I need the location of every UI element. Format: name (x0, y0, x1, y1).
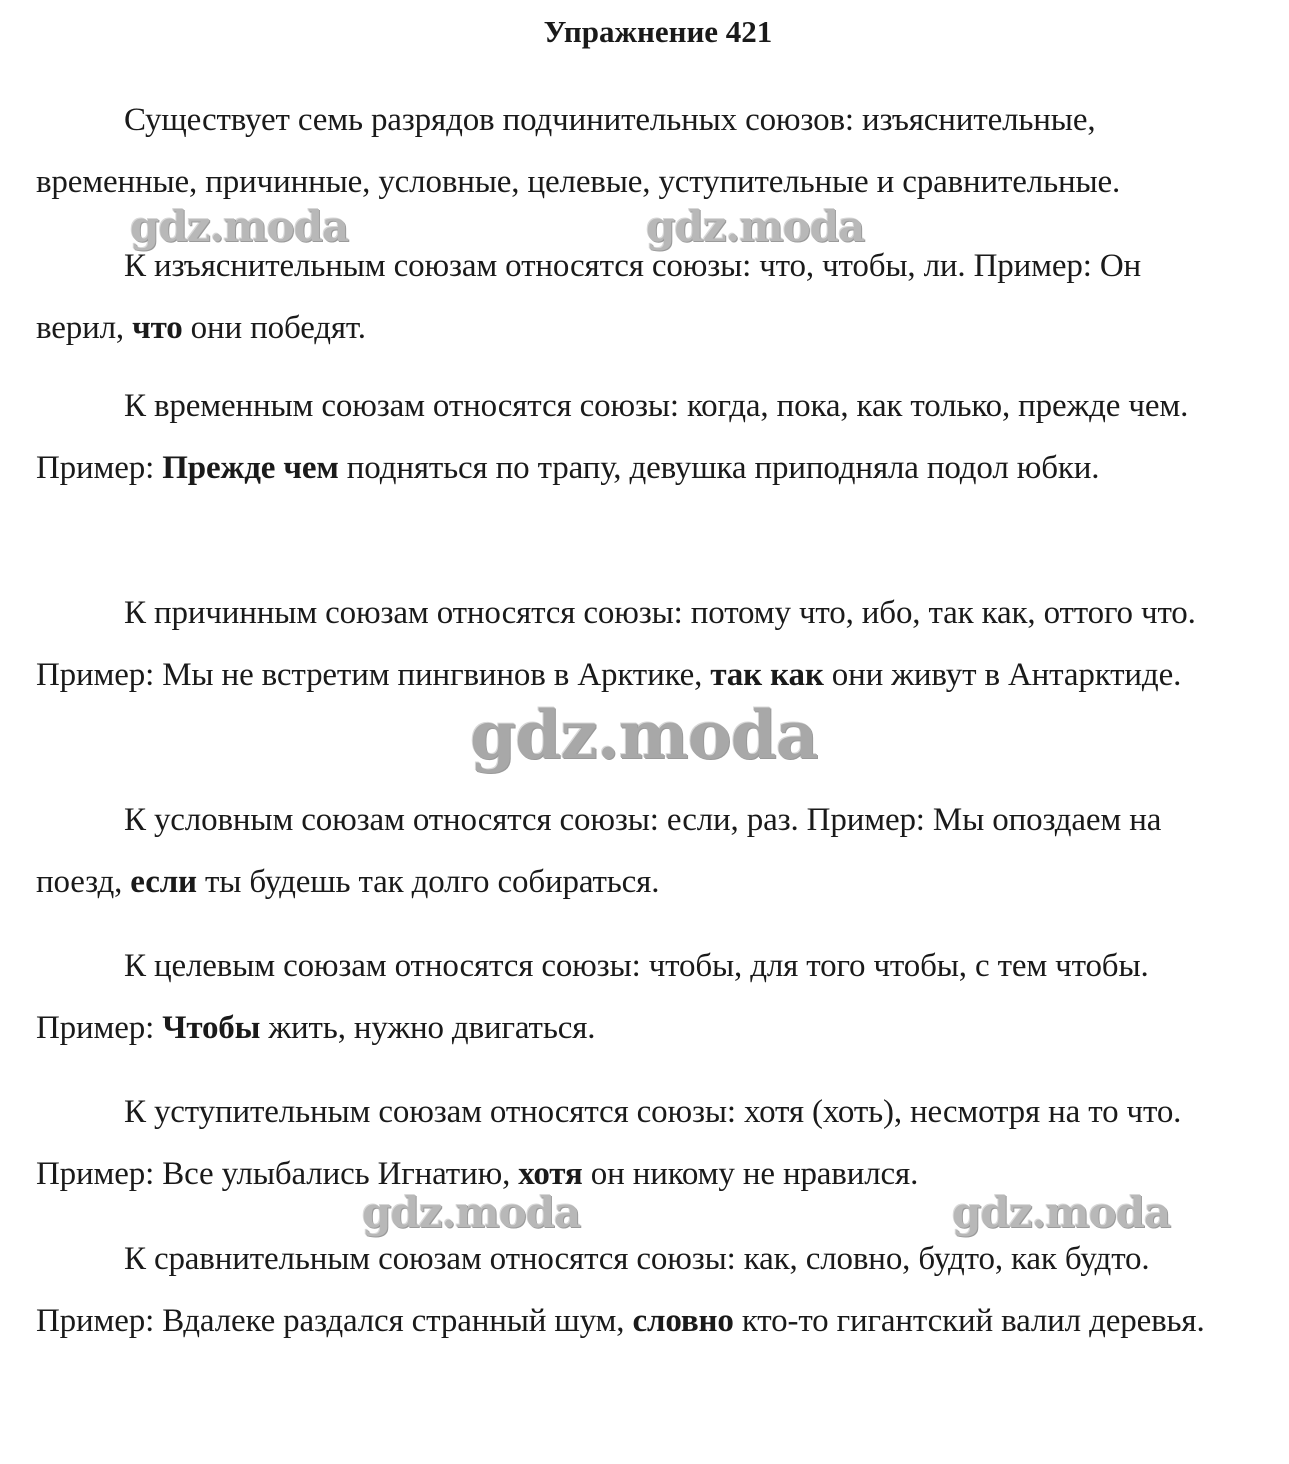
paragraph-text: подняться по трапу, девушка приподняла подол юбки. (338, 449, 1100, 486)
paragraph-text: жить, нужно двигаться. (260, 1009, 596, 1046)
paragraph-conditional (36, 790, 1216, 913)
paragraph-text: К уступительным союзам относятся союзы: хотя (хоть), несмотря на то что. Пример: Все улыбались Игнатию, (36, 1094, 1182, 1192)
paragraph-text: Существует семь разрядов подчинительных союзов: изъяснительные, временные, причинные, условные, целевые, уступительные и сравнительные. (36, 102, 1121, 200)
example-conjunction: хотя (518, 1155, 583, 1192)
watermark: gdz.moda (646, 202, 865, 251)
example-conjunction: Прежде чем (162, 449, 339, 486)
paragraph-explanatory (36, 236, 1216, 359)
example-conjunction: словно (632, 1302, 734, 1339)
paragraph-text: К сравнительным союзам относятся союзы: как, словно, будто, как будто. Пример: Вдалеке раздался странный шум, (36, 1241, 1150, 1339)
watermark: gdz.moda (952, 1188, 1171, 1237)
paragraph-intro (36, 90, 1216, 213)
paragraph-temporal (36, 376, 1216, 499)
paragraph-text: К изъяснительным союзам относятся союзы: что, чтобы, ли. Пример: Он верил, (36, 248, 1142, 346)
paragraph-text: они победят. (182, 309, 366, 346)
watermark: gdz.moda (130, 202, 349, 251)
paragraph-text: К условным союзам относятся союзы: если, раз. Пример: Мы опоздаем на поезд, (36, 802, 1162, 900)
paragraph-text: К целевым союзам относятся союзы: чтобы, для того чтобы, с тем чтобы. Пример: (36, 948, 1149, 1046)
paragraph-text: ты будешь так долго собираться. (196, 863, 660, 900)
paragraph-concessive (36, 1082, 1216, 1205)
paragraph-text: он никому не нравился. (582, 1155, 919, 1192)
exercise-title: Упражнение 421 (543, 14, 773, 49)
paragraph-text: кто-то гигантский валил деревья. (733, 1302, 1205, 1339)
paragraph-text: К временным союзам относятся союзы: когда, пока, как только, прежде чем. Пример: (36, 388, 1189, 486)
watermark: gdz.moda (470, 696, 818, 774)
watermark: gdz.moda (362, 1188, 581, 1237)
example-conjunction: если (130, 863, 197, 900)
example-conjunction: так как (710, 656, 824, 693)
paragraph-comparative (36, 1229, 1216, 1352)
example-conjunction: Чтобы (162, 1009, 261, 1046)
example-conjunction: что (132, 309, 183, 346)
paragraph-purpose (36, 936, 1216, 1059)
paragraph-text: они живут в Антарктиде. (823, 656, 1182, 693)
paragraph-causal (36, 583, 1216, 706)
paragraph-text: К причинным союзам относятся союзы: потому что, ибо, так как, оттого что. Пример: Мы не встретим пингвинов в Арктике, (36, 595, 1196, 693)
